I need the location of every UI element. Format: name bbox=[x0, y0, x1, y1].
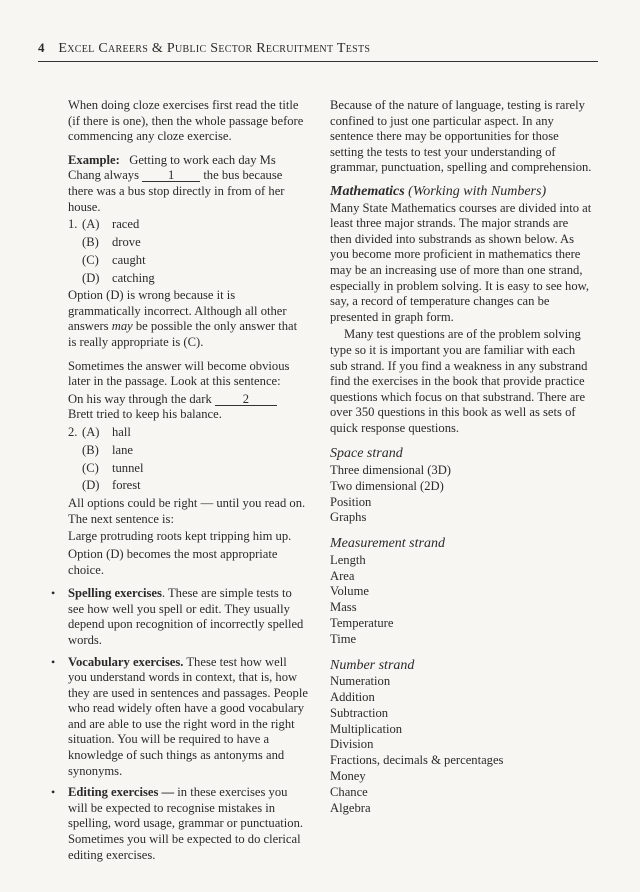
list-item: Division bbox=[330, 737, 374, 752]
list-item: Volume bbox=[330, 584, 369, 599]
emphasis-may: may bbox=[111, 319, 133, 334]
example-text-after: the bus because there was a bus stop directly in from of her house. bbox=[68, 168, 285, 214]
option-label: (C) bbox=[82, 252, 99, 267]
option-text: caught bbox=[112, 252, 146, 267]
list-item: Area bbox=[330, 568, 355, 583]
bullet-text: These are simple tests to see how well you spell or edit. They usually depend upon recognition of incorrectly spelled words. bbox=[68, 586, 304, 647]
option-text: tunnel bbox=[112, 460, 144, 475]
number-strand-list bbox=[330, 674, 592, 816]
question-1-explanation bbox=[68, 288, 308, 350]
mathematics-heading-rest: (Working with Numbers) bbox=[404, 183, 547, 199]
list-item: Three dimensional (3D) bbox=[330, 463, 451, 478]
language-paragraph: Because of the nature of language, testing is rarely confined to just one particular aspect. In any sentence there may be opportunities for those setting the tests to test your understanding of grammar, punctuation, spelling and comprehension. bbox=[330, 98, 592, 175]
option-1d bbox=[68, 271, 308, 287]
mathematics-paragraph-2: Many test questions are of the problem solving type so it is important you are familiar with each sub strand. If you find a weakness in any substrand find the exercises in the book that provide practice questions which focus on that substrand. There are over 350 questions in this book as well as sets of quick response questions. bbox=[330, 327, 588, 435]
number-strand-heading: Number strand bbox=[330, 657, 415, 673]
bullet-title: Spelling exercises bbox=[68, 586, 162, 601]
sometimes-paragraph: Sometimes the answer will become obvious later in the passage. Look at this sentence: bbox=[68, 358, 290, 389]
example-text-before: Getting to work each day Ms Chang always bbox=[68, 152, 276, 183]
option-1b bbox=[68, 235, 308, 251]
page-number: 4 bbox=[38, 40, 45, 55]
bullet-sep: . bbox=[161, 586, 166, 601]
list-item: Multiplication bbox=[330, 721, 403, 736]
option-label: (A) bbox=[82, 425, 100, 440]
right-column bbox=[330, 98, 592, 816]
option-label: (A) bbox=[82, 217, 100, 232]
example-paragraph bbox=[68, 153, 308, 215]
left-column bbox=[68, 98, 308, 869]
measurement-strand-list bbox=[330, 553, 592, 648]
measurement-strand-heading: Measurement strand bbox=[330, 536, 445, 552]
space-strand-list bbox=[330, 463, 592, 526]
example-label: Example: bbox=[68, 152, 120, 167]
option-text: drove bbox=[112, 234, 141, 249]
bullet-title: Vocabulary exercises. bbox=[68, 654, 184, 669]
bullet-vocabulary bbox=[68, 655, 308, 780]
question-2-options bbox=[68, 425, 308, 494]
option-2b bbox=[68, 443, 308, 459]
option-2a bbox=[68, 425, 308, 441]
option-label: (D) bbox=[82, 478, 100, 493]
option-1c bbox=[68, 253, 308, 269]
mathematics-paragraph-1: Many State Mathematics courses are divided into at least three major strands. The major strands are then divided into substrands as shown below. As you become more proficient in mathematics there may be an increasing use of more than one strand, especially in problem solving. It is easy to see how, say, a record of temperature changes can be presented in graph form. bbox=[330, 200, 592, 324]
mathematics-heading bbox=[330, 184, 592, 200]
option-text: forest bbox=[112, 478, 141, 493]
option-text: raced bbox=[112, 217, 140, 232]
option-label: (B) bbox=[82, 234, 99, 249]
list-item: Two dimensional (2D) bbox=[330, 478, 444, 493]
list-item: Temperature bbox=[330, 616, 394, 631]
list-item: Subtraction bbox=[330, 705, 389, 720]
list-item: Numeration bbox=[330, 674, 391, 689]
list-item: Time bbox=[330, 631, 357, 646]
option-text: catching bbox=[112, 270, 155, 285]
running-header bbox=[38, 40, 598, 62]
cloze-blank-1: 1 bbox=[142, 169, 200, 182]
space-strand-heading: Space strand bbox=[330, 446, 403, 462]
list-item: Length bbox=[330, 552, 366, 567]
bullet-editing bbox=[68, 785, 308, 863]
list-item: Chance bbox=[330, 784, 368, 799]
option-text: lane bbox=[112, 442, 133, 457]
next-sentence: Large protruding roots kept tripping him up. bbox=[68, 529, 292, 544]
mathematics-heading-bold: Mathematics bbox=[330, 183, 405, 199]
list-item: Position bbox=[330, 494, 372, 509]
running-title: Excel Careers & Public Sector Recruitment Tests bbox=[58, 41, 371, 56]
bullet-text: in these exercises you will be expected to recognise mistakes in spelling, word usage, grammar or punctuation. Sometimes you will be expected to do clerical editing exercises. bbox=[68, 785, 304, 862]
intro-paragraph: When doing cloze exercises first read the title (if there is one), then the whole passage before commencing any cloze exercise. bbox=[68, 98, 304, 144]
explanation-text: be possible the only answer that is really appropriate is (C). bbox=[68, 319, 298, 350]
list-item: Mass bbox=[330, 600, 357, 615]
sentence-2-before: On his way through the dark bbox=[68, 391, 212, 406]
option-2d bbox=[68, 478, 308, 494]
question-1-options bbox=[68, 217, 308, 286]
bullet-text: These test how well you understand words in context, that is, how they are used in sentences and passages. People who read widely often have a good vocabulary and are able to use the right word in the right situation. You will be required to have a knowledge of such things as antonyms and synonyms. bbox=[68, 654, 308, 778]
list-item: Graphs bbox=[330, 510, 367, 525]
option-1a bbox=[68, 217, 308, 233]
bullet-spelling bbox=[68, 586, 308, 648]
list-item: Money bbox=[330, 769, 366, 783]
option-d-paragraph: Option (D) becomes the most appropriate choice. bbox=[68, 546, 278, 577]
option-2c bbox=[68, 461, 308, 477]
option-text: hall bbox=[112, 425, 131, 440]
sample-sentence-2 bbox=[68, 392, 308, 423]
list-item: Addition bbox=[330, 690, 375, 705]
option-label: (C) bbox=[82, 460, 99, 475]
bullet-title: Editing exercises — bbox=[68, 785, 175, 800]
explanation-text: Option (D) is wrong because it is grammatically incorrect. Although all other answers bbox=[68, 288, 287, 334]
list-item: Algebra bbox=[330, 800, 371, 815]
sentence-2-after: Brett tried to keep his balance. bbox=[68, 407, 222, 422]
list-item: Fractions, decimals & percentages bbox=[330, 753, 504, 768]
all-options-paragraph: All options could be right — until you read on. The next sentence is: bbox=[68, 496, 306, 526]
question-number: 1. bbox=[68, 217, 78, 232]
question-number: 2. bbox=[68, 425, 78, 440]
option-label: (D) bbox=[82, 270, 100, 285]
cloze-blank-2: 2 bbox=[215, 393, 277, 406]
option-label: (B) bbox=[82, 442, 99, 457]
